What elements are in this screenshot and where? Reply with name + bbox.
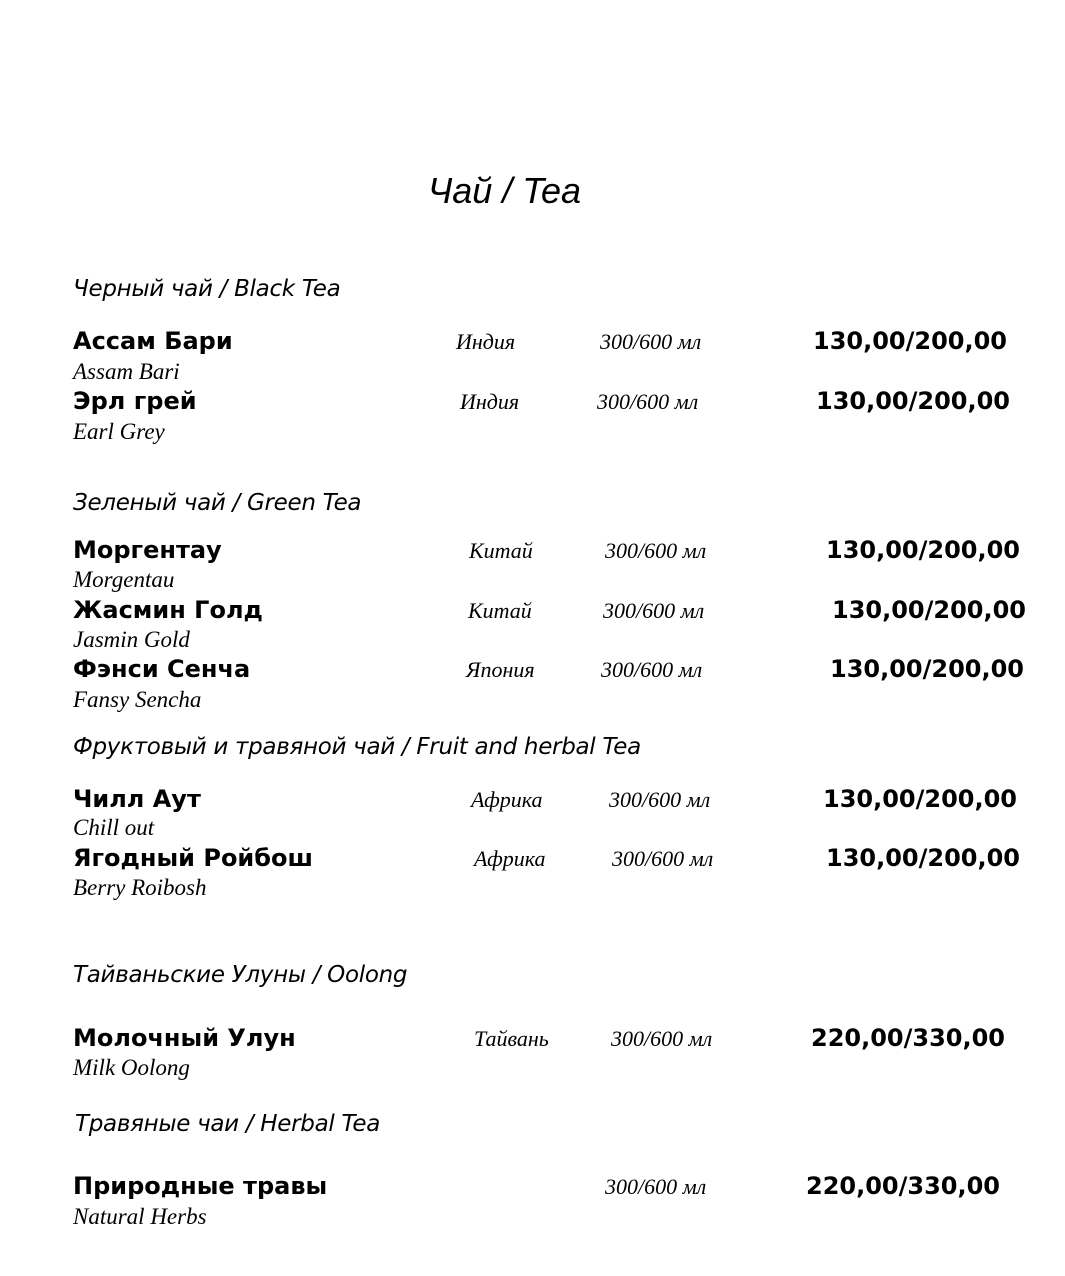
item-volume: 300/600 мл	[609, 787, 711, 812]
section-heading-green-tea: Зеленый чай / Green Tea	[73, 490, 362, 516]
item-volume: 300/600 мл	[603, 598, 705, 623]
item-origin: Япония	[466, 657, 535, 682]
item-name-en: Jasmin Gold	[73, 627, 190, 652]
item-name-en: Earl Grey	[73, 419, 165, 444]
item-volume: 300/600 мл	[611, 1026, 713, 1051]
page-title: Чай / Tea	[428, 170, 582, 211]
item-name-en: Fansy Sencha	[73, 687, 202, 712]
item-name-en: Morgentau	[73, 567, 175, 592]
item-name-en: Assam Bari	[73, 359, 180, 384]
item-name-en: Natural Herbs	[73, 1204, 207, 1229]
item-volume: 300/600 мл	[612, 846, 714, 871]
item-name-en: Milk Oolong	[73, 1055, 190, 1080]
item-name: Молочный Улун	[73, 1024, 296, 1052]
item-name: Природные травы	[73, 1172, 328, 1200]
item-origin: Индия	[460, 389, 520, 414]
item-name: Ассам Бари	[73, 327, 233, 355]
item-price: 130,00/200,00	[830, 655, 1024, 683]
item-name: Фэнси Сенча	[73, 655, 251, 683]
item-name: Эрл грей	[73, 387, 197, 415]
item-price: 130,00/200,00	[813, 327, 1007, 355]
item-origin: Китай	[469, 538, 533, 563]
item-volume: 300/600 мл	[601, 657, 703, 682]
item-origin: Африка	[471, 787, 543, 812]
item-price: 130,00/200,00	[823, 785, 1017, 813]
item-price: 130,00/200,00	[816, 387, 1010, 415]
item-volume: 300/600 мл	[600, 329, 702, 354]
item-name: Жасмин Голд	[73, 596, 263, 624]
item-name: Чилл Аут	[73, 785, 201, 813]
item-name-en: Chill out	[73, 815, 155, 840]
item-origin: Китай	[468, 598, 532, 623]
item-price: 130,00/200,00	[832, 596, 1026, 624]
section-heading-black-tea: Черный чай / Black Tea	[73, 276, 341, 302]
item-price: 220,00/330,00	[806, 1172, 1000, 1200]
item-name-en: Berry Roibosh	[73, 875, 207, 900]
item-name: Моргентау	[73, 536, 222, 564]
item-price: 220,00/330,00	[811, 1024, 1005, 1052]
item-volume: 300/600 мл	[597, 389, 699, 414]
section-heading-oolong: Тайваньские Улуны / Oolong	[73, 962, 408, 988]
item-origin: Тайвань	[474, 1026, 549, 1051]
item-price: 130,00/200,00	[826, 536, 1020, 564]
section-heading-fruit-herbal-tea: Фруктовый и травяной чай / Fruit and herbal Tea	[73, 734, 641, 760]
item-name: Ягодный Ройбош	[73, 844, 313, 872]
section-heading-herbal-tea: Травяные чаи / Herbal Tea	[75, 1111, 381, 1137]
item-origin: Индия	[456, 329, 516, 354]
item-volume: 300/600 мл	[605, 1174, 707, 1199]
item-volume: 300/600 мл	[605, 538, 707, 563]
item-price: 130,00/200,00	[826, 844, 1020, 872]
item-origin: Африка	[474, 846, 546, 871]
